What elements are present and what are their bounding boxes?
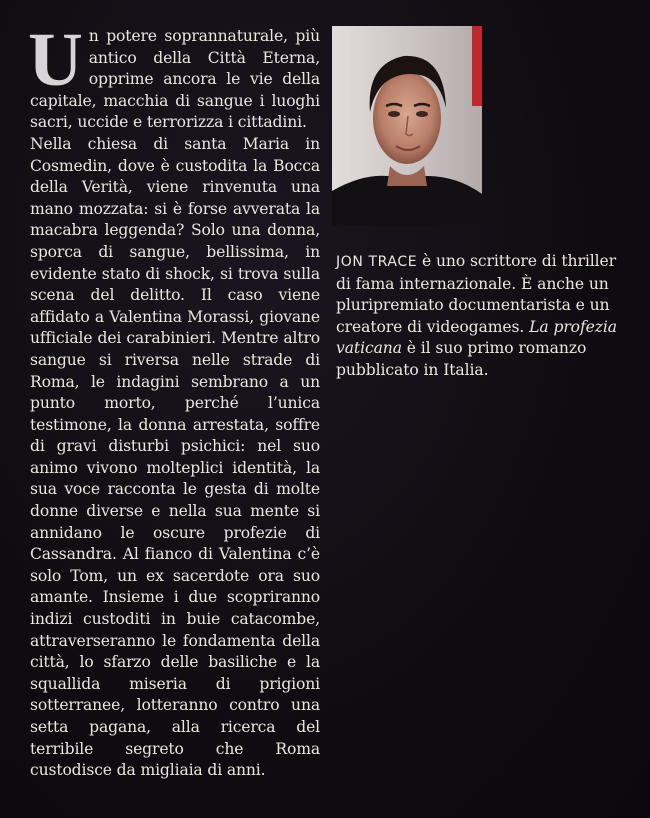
author-bio-text-2: è il suo primo romanzo pubblicato in Italia.	[336, 339, 587, 379]
synopsis-paragraph-1	[28, 18, 320, 134]
author-photo	[332, 26, 482, 226]
synopsis-opening: n potere soprannaturale, più antico della Città Eterna, opprime ancora le vie della capitale, macchia di sangue i luoghi sacri, uccide e terrorizza i cittadini.	[30, 27, 320, 132]
author-name: JON TRACE	[336, 254, 418, 270]
author-bio	[336, 251, 634, 382]
author-portrait-image	[332, 26, 482, 226]
author-bio-paragraph	[336, 251, 634, 382]
synopsis-text	[28, 18, 320, 782]
author-bio-text-1: è uno scrittore di thriller di fama internazionale. È anche un pluripremiato documentarista e un creatore di videogames.	[336, 252, 616, 336]
drop-cap: U	[28, 18, 83, 102]
synopsis-paragraph-2: Nella chiesa di santa Maria in Cosmedin, dove è custodita la Bocca della Verità, viene rinvenuta una mano mozzata: si è forse avverata la macabra leggenda? Solo una donna, sporca di sangue, bellissima, in evidente stato di shock, si trova sulla scena del delitto. Il caso viene affidato a Valentina Morassi, giovane ufficiale dei carabinieri. Mentre altro sangue si riversa nelle strade di Roma, le indagini sembrano a un punto morto, perché l’unica testimone, la donna arrestata, soffre di gravi disturbi psichici: nel suo animo vivono molteplici identità, la sua voce racconta le gesta di molte donne diverse e nella sua mente si annidano le oscure profezie di Cassandra. Al fianco di Valentina c’è solo Tom, un ex sacerdote ora suo amante. Insieme i due scopriranno indizi custoditi in buie catacombe, attraverseranno le fondamenta della città, lo sfarzo delle basiliche e la squallida miseria di prigioni sotterranee, lotteranno contro una setta pagana, alla ricerca del terribile segreto che Roma custodisce da migliaia di anni.	[30, 134, 320, 780]
book-title: La profezia vaticana	[336, 317, 617, 358]
